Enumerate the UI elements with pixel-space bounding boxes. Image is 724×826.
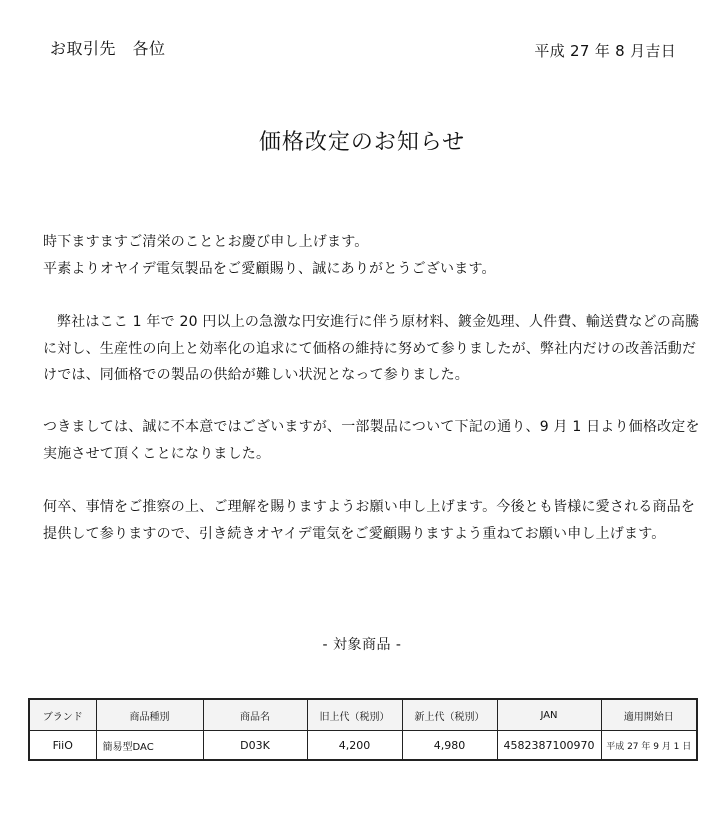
column-header-jan: JAN <box>497 699 601 731</box>
column-header-old-price: 旧上代（税別） <box>307 699 402 731</box>
document-title: 価格改定のお知らせ <box>258 130 466 155</box>
product-table <box>28 698 698 761</box>
cell-new-price: 4,980 <box>402 731 497 761</box>
paragraph-text: 弊社はここ 1 年で 20 円以上の急激な円安進行に伴う原材料、鍍金処理、人件費、輸送費などの高騰に対し、生産性の向上と効率化の追求にて価格の維持に努めて参りましたが、弊社内だけの改善活動だけでは、同価格での製品の供給が難しい状況となって参りました。 <box>43 314 700 383</box>
table-header-row <box>29 699 697 731</box>
body-paragraph <box>43 494 703 547</box>
paragraph-text: つきましては、誠に不本意ではございますが、一部製品について下記の通り、9 月 1 日より価格改定を実施させて頂くことになりました。 <box>43 419 700 462</box>
cell-start-date: 平成 27 年 9 月 1 日 <box>601 731 697 761</box>
cell-category: 簡易型DAC <box>96 731 203 761</box>
addressee: お取引先 各位 <box>50 39 166 58</box>
cell-brand: FiiO <box>29 731 96 761</box>
cell-old-price: 4,200 <box>307 731 402 761</box>
target-products-heading: - 対象商品 - <box>322 637 402 653</box>
body-paragraph <box>43 414 703 467</box>
column-header-brand: ブランド <box>29 699 96 731</box>
greeting-line: 平素よりオヤイデ電気製品をご愛顧賜り、誠にありがとうございます。 <box>43 260 496 277</box>
body-paragraph <box>43 309 703 389</box>
cell-jan: 4582387100970 <box>497 731 601 761</box>
column-header-product-name: 商品名 <box>203 699 307 731</box>
greeting-line: 時下ますますご清栄のこととお慶び申し上げます。 <box>43 234 369 250</box>
cell-product-name: D03K <box>203 731 307 761</box>
column-header-start-date: 適用開始日 <box>601 699 697 731</box>
greeting-block <box>43 229 703 282</box>
table-row <box>29 731 697 761</box>
paragraph-text: 何卒、事情をご推察の上、ご理解を賜りますようお願い申し上げます。今後とも皆様に愛される商品を提供して参りますので、引き続きオヤイデ電気をご愛顧賜りますよう重ねてお願い申し上げます。 <box>43 499 696 542</box>
document-date: 平成 27 年 8 月吉日 <box>534 42 676 60</box>
column-header-new-price: 新上代（税別） <box>402 699 497 731</box>
column-header-category: 商品種別 <box>96 699 203 731</box>
